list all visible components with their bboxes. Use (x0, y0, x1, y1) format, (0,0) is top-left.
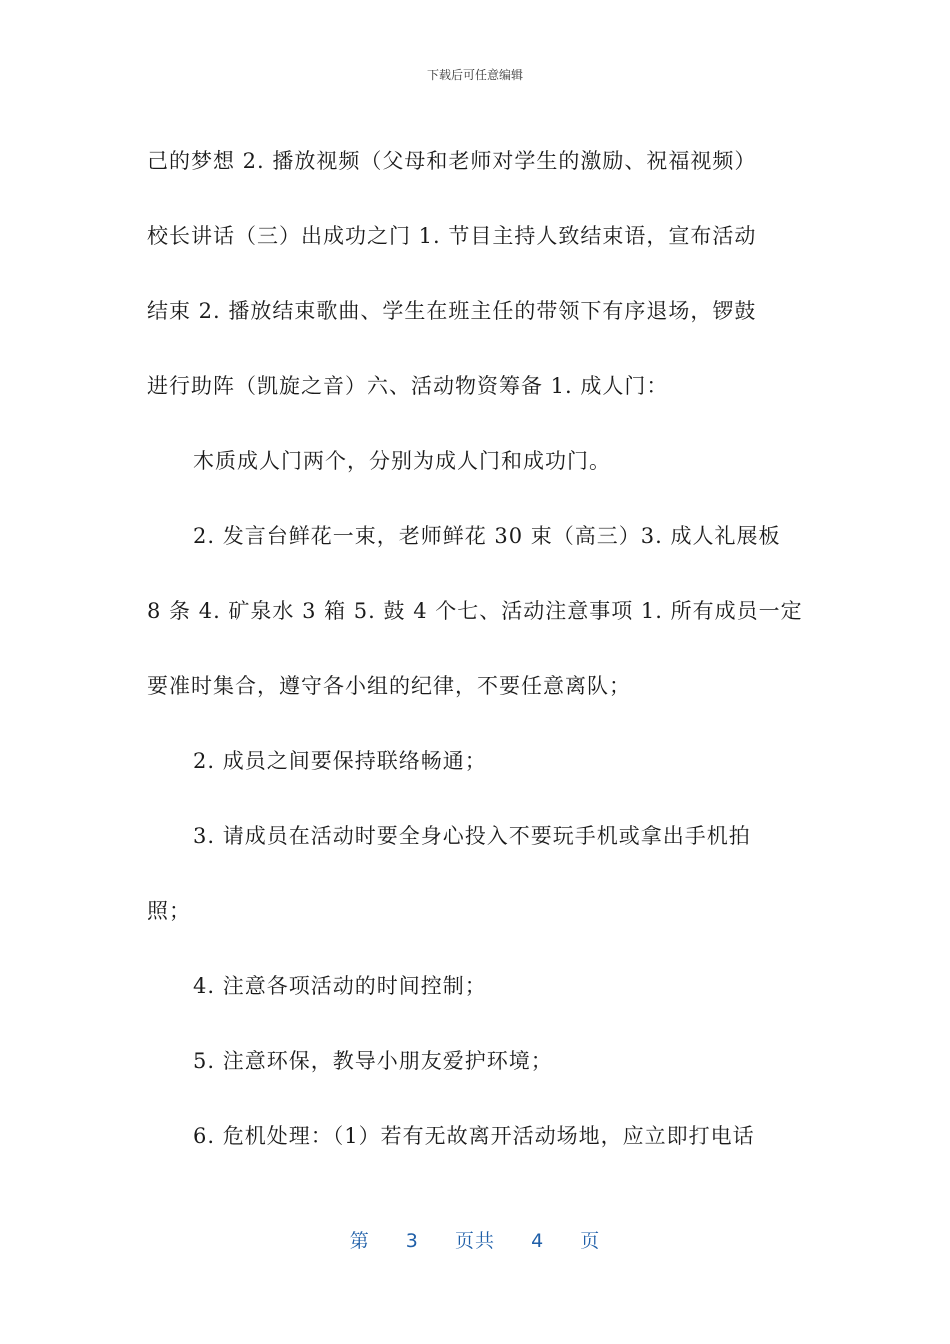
footer-suffix: 页 (580, 1230, 601, 1252)
paragraph-line: 8 条 4. 矿泉水 3 箱 5. 鼓 4 个七、活动注意事项 1. 所有成员一定 (147, 599, 803, 623)
paragraph-line: 己的梦想 2. 播放视频（父母和老师对学生的激励、祝福视频） (147, 149, 757, 173)
paragraph-line: 结束 2. 播放结束歌曲、学生在班主任的带领下有序退场，锣鼓 (147, 299, 757, 323)
paragraph-line: 校长讲话（三）出成功之门 1. 节目主持人致结束语，宣布活动 (147, 224, 757, 248)
footer-middle: 页共 (454, 1230, 495, 1252)
paragraph-line: 3. 请成员在活动时要全身心投入不要玩手机或拿出手机拍 (193, 824, 751, 848)
total-page-number: 4 (531, 1230, 545, 1252)
paragraph-line: 5. 注意环保，教导小朋友爱护环境； (193, 1049, 553, 1073)
page-footer (0, 1226, 950, 1253)
paragraph-line: 照； (147, 899, 191, 923)
current-page-number: 3 (405, 1230, 419, 1252)
document-body (147, 124, 807, 1174)
paragraph-line: 进行助阵（凯旋之音）六、活动物资筹备 1. 成人门： (147, 374, 669, 398)
paragraph-line: 4. 注意各项活动的时间控制； (193, 974, 487, 998)
paragraph-line: 2. 成员之间要保持联络畅通； (193, 749, 487, 773)
header-note: 下载后可任意编辑 (426, 68, 523, 82)
paragraph-line: 木质成人门两个，分别为成人门和成功门。 (193, 449, 611, 473)
paragraph-line: 6. 危机处理：（1）若有无故离开活动场地，应立即打电话 (193, 1124, 755, 1148)
footer-prefix: 第 (349, 1230, 370, 1252)
paragraph-line: 2. 发言台鲜花一束，老师鲜花 30 束（高三）3. 成人礼展板 (193, 524, 781, 548)
paragraph-line: 要准时集合，遵守各小组的纪律，不要任意离队； (147, 674, 631, 698)
